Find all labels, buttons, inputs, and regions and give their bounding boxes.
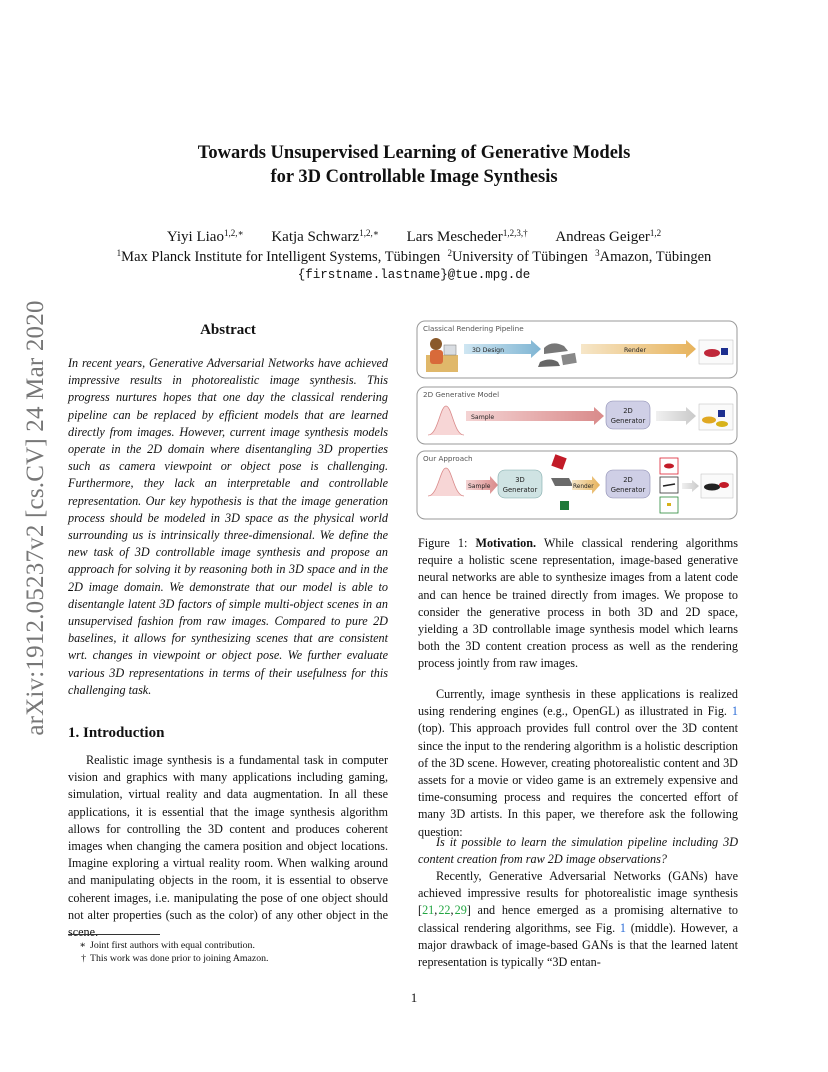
author-email: {firstname.lastname}@tue.mpg.de [297,268,531,282]
author: Andreas Geiger$^{1,2}$ [555,228,662,245]
figure-reference-link[interactable]: 1 [731,704,739,719]
figure-reference-link[interactable]: 1 [619,920,627,935]
author-list [0,227,828,247]
affiliations: $^1$Max Planck Institute for Intelligent Systems, Tübingen $^2$University of Tübingen $^3$Amazon, Tübingen [116,248,712,265]
arrow-label: 3D Design [472,347,505,354]
arrow-label: Render [624,347,647,354]
section-heading-introduction: 1. Introduction [68,725,165,741]
citation-link[interactable]: 21 [422,903,435,918]
panel-label: 2D Generative Model [423,390,500,399]
panel-label: Classical Rendering Pipeline [423,324,524,333]
abstract-text: In recent years, Generative Adversarial Networks have achieved impressive results in photorealistic image synthesis. This progress nurtures hopes that one day the classical rendering pipeline can be replaced by efficient models that are learned directly from images. However, current image synthesis models operate in the 2D domain where disentangling 3D properties such as camera viewpoint or object pose is challenging. Furthermore, they lack an interpretable and controllable representation. Our key hypothesis is that the image generation process should be modeled in 3D space as the physical world surrounding us is intrinsically three-dimensional. We define the new task of 3D controllable image synthesis and propose an approach for solving it by reasoning both in 3D space and in the 2D image domain. We demonstrate that our model is able to disentangle latent 3D factors of simple multi-object scenes in an unsupervised fashion from raw images. Compared to pure 2D baselines, it allows for synthesizing scenes that are consistent wrt. changes in viewpoint or object pose. We further evaluate various 3D representations in terms of their usefulness for this challenging task. [68,356,388,697]
svg-text:Generator: Generator [502,486,538,494]
svg-text:2D: 2D [623,476,633,484]
arrow-label: Render [573,484,594,490]
footnote: † This work was done prior to joining Amazon. [81,953,269,964]
introduction-paragraph: Realistic image synthesis is a fundamental task in computer vision and graphics with many applications including gaming, simulation, virtual reality and data augmentation. In all these applications, it is essential that the image synthesis algorithm allows for controlling the 3D content and produces coherent images when changing the camera position and object locations. Imagine exploring a virtual reality room. When walking around and manipulating objects in the room, it is essential to observe coherent images, i.e. manipulating the pose of one object should not alter properties (such as the color) of any other object in the scene. [68,753,388,940]
panel-classical-rendering [417,321,737,378]
body-paragraph: Currently, image synthesis in these applications is realized using rendering engines (e.g., OpenGL) as illustrated in Fig. 1 (top). This approach provides full control over the 3D content since the input to the rendering algorithm is a holistic description of the 3D scene. However, creating photorealistic content and 3D assets for a movie or video game is an extremely expensive and time-consuming process and requires the concerted effort of many 3D artists. In this paper, we therefore ask the following question: [418,687,739,839]
svg-text:Generator: Generator [610,486,646,494]
svg-text:3D: 3D [515,476,525,484]
citation-link[interactable]: 29 [454,903,467,918]
figure-1-diagram [416,320,738,520]
author: Lars Mescheder$^{1,2,3,\dagger}$ [406,228,528,245]
arrow-label: Sample [471,414,495,421]
footnote: ∗ Joint first authors with equal contribution. [79,940,255,951]
svg-text:Generator: Generator [610,417,646,425]
page-number: 1 [410,990,418,1005]
arxiv-sidebar-stamp: arXiv:1912.05237v2 [cs.CV] 24 Mar 2020 [22,300,49,736]
paper-title: Towards Unsupervised Learning of Generative Models for 3D Controllable Image Synthesis [197,143,631,187]
footnote-rule [68,934,160,935]
panel-label: Our Approach [423,454,473,463]
svg-text:2D: 2D [623,407,633,415]
panel-our-approach [417,451,737,519]
citation-link[interactable]: 22 [438,903,451,918]
body-paragraph: Recently, Generative Adversarial Networks (GANs) have achieved impressive results for photorealistic image synthesis [21, 22, 29] and hence emerged as a promising alternative to classical rendering algorithms, see Fig. 1 (middle). However, a major drawback of image-based GANs is that the learned latent representation is typically “3D entan- [418,869,738,970]
arrow-label: Sample [468,483,491,490]
panel-2d-generative-model [417,387,737,444]
author: Katja Schwarz$^{1,2,∗}$ [271,228,379,245]
abstract-heading: Abstract [200,322,256,338]
author: Yiyi Liao$^{1,2,∗}$ [166,228,244,245]
research-question: Is it possible to learn the simulation pipeline including 3D content creation from raw 2D image observations? [418,835,738,867]
figure-1-caption: Figure 1: Motivation. While classical rendering algorithms require a holistic scene representation, image-based generative neural networks are able to synthesize images from a latent code and can hence be trained directly from images. We propose to consider the generative process in both 3D and 2D space, yielding a 3D controllable image synthesis model which learns both the 3D content creation process as well as the rendering process jointly from raw images. [418,536,739,671]
